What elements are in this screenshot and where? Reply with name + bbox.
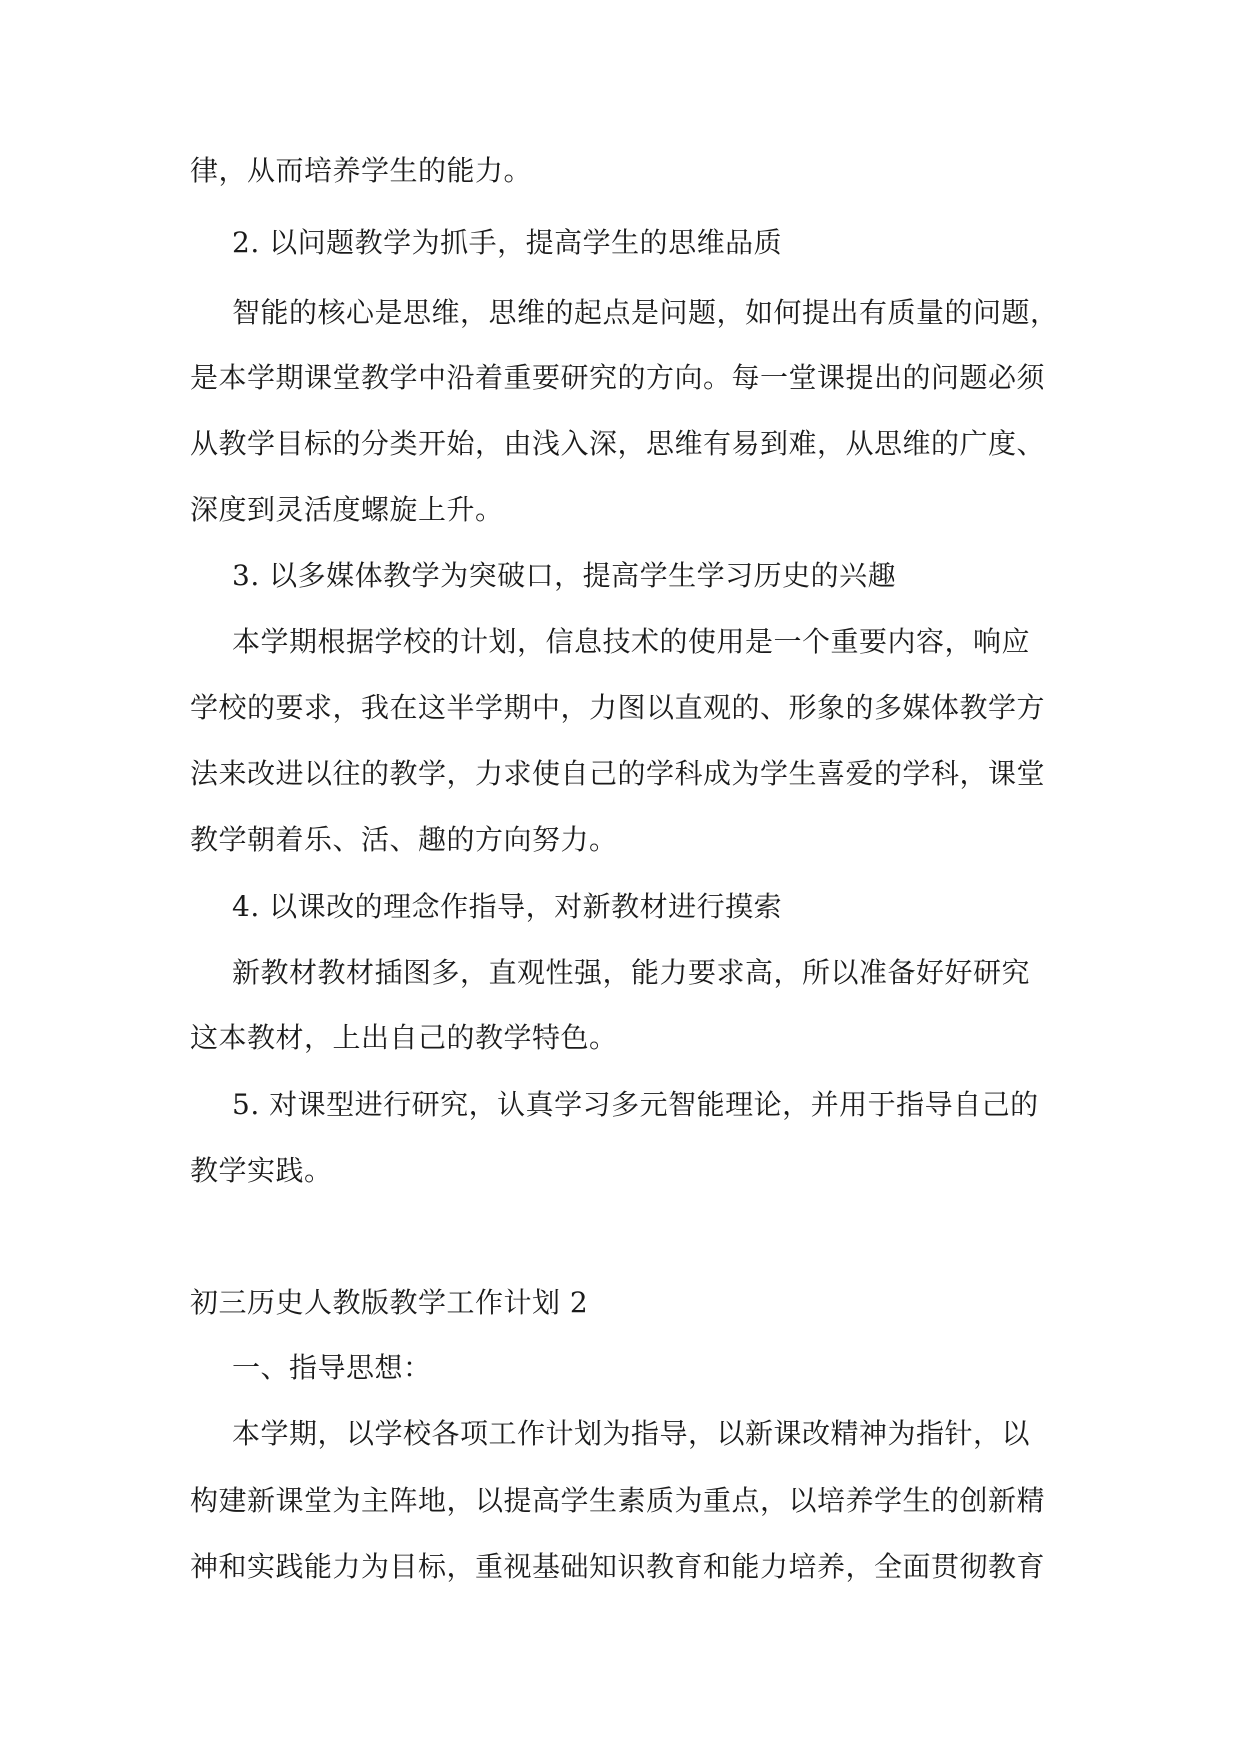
section-heading: 3. 以多媒体教学为突破口，提高学生学习历史的兴趣: [232, 559, 897, 592]
text-line: 是本学期课堂教学中沿着重要研究的方向。每一堂课提出的问题必须: [190, 361, 1046, 394]
text-line: 律，从而培养学生的能力。: [190, 154, 533, 187]
text-line: 这本教材，上出自己的教学特色。: [190, 1021, 618, 1054]
text-line: 构建新课堂为主阵地，以提高学生素质为重点，以培养学生的创新精: [190, 1484, 1046, 1517]
text-line: 智能的核心是思维，思维的起点是问题，如何提出有质量的问题，: [232, 296, 1059, 329]
text-line: 教学朝着乐、活、趣的方向努力。: [190, 823, 618, 856]
document-title: 初三历史人教版教学工作计划 2: [190, 1286, 589, 1319]
section-heading: 2. 以问题教学为抓手，提高学生的思维品质: [232, 226, 783, 259]
text-line: 法来改进以往的教学，力求使自己的学科成为学生喜爱的学科，课堂: [190, 757, 1046, 790]
section-heading: 4. 以课改的理念作指导，对新教材进行摸索: [232, 890, 783, 923]
section-heading: 一、指导思想：: [232, 1351, 432, 1384]
text-line: 从教学目标的分类开始，由浅入深，思维有易到难，从思维的广度、: [190, 427, 1046, 460]
section-heading: 5. 对课型进行研究，认真学习多元智能理论，并用于指导自己的: [232, 1088, 1039, 1121]
text-line: 深度到灵活度螺旋上升。: [190, 493, 504, 526]
text-line: 学校的要求，我在这半学期中，力图以直观的、形象的多媒体教学方: [190, 691, 1046, 724]
text-line: 本学期根据学校的计划，信息技术的使用是一个重要内容，响应: [232, 625, 1031, 658]
text-line: 新教材教材插图多，直观性强，能力要求高，所以准备好好研究: [232, 956, 1031, 989]
text-line: 教学实践。: [190, 1154, 333, 1187]
text-line: 本学期，以学校各项工作计划为指导，以新课改精神为指针，以: [232, 1417, 1031, 1450]
text-line: 神和实践能力为目标，重视基础知识教育和能力培养，全面贯彻教育: [190, 1550, 1046, 1583]
